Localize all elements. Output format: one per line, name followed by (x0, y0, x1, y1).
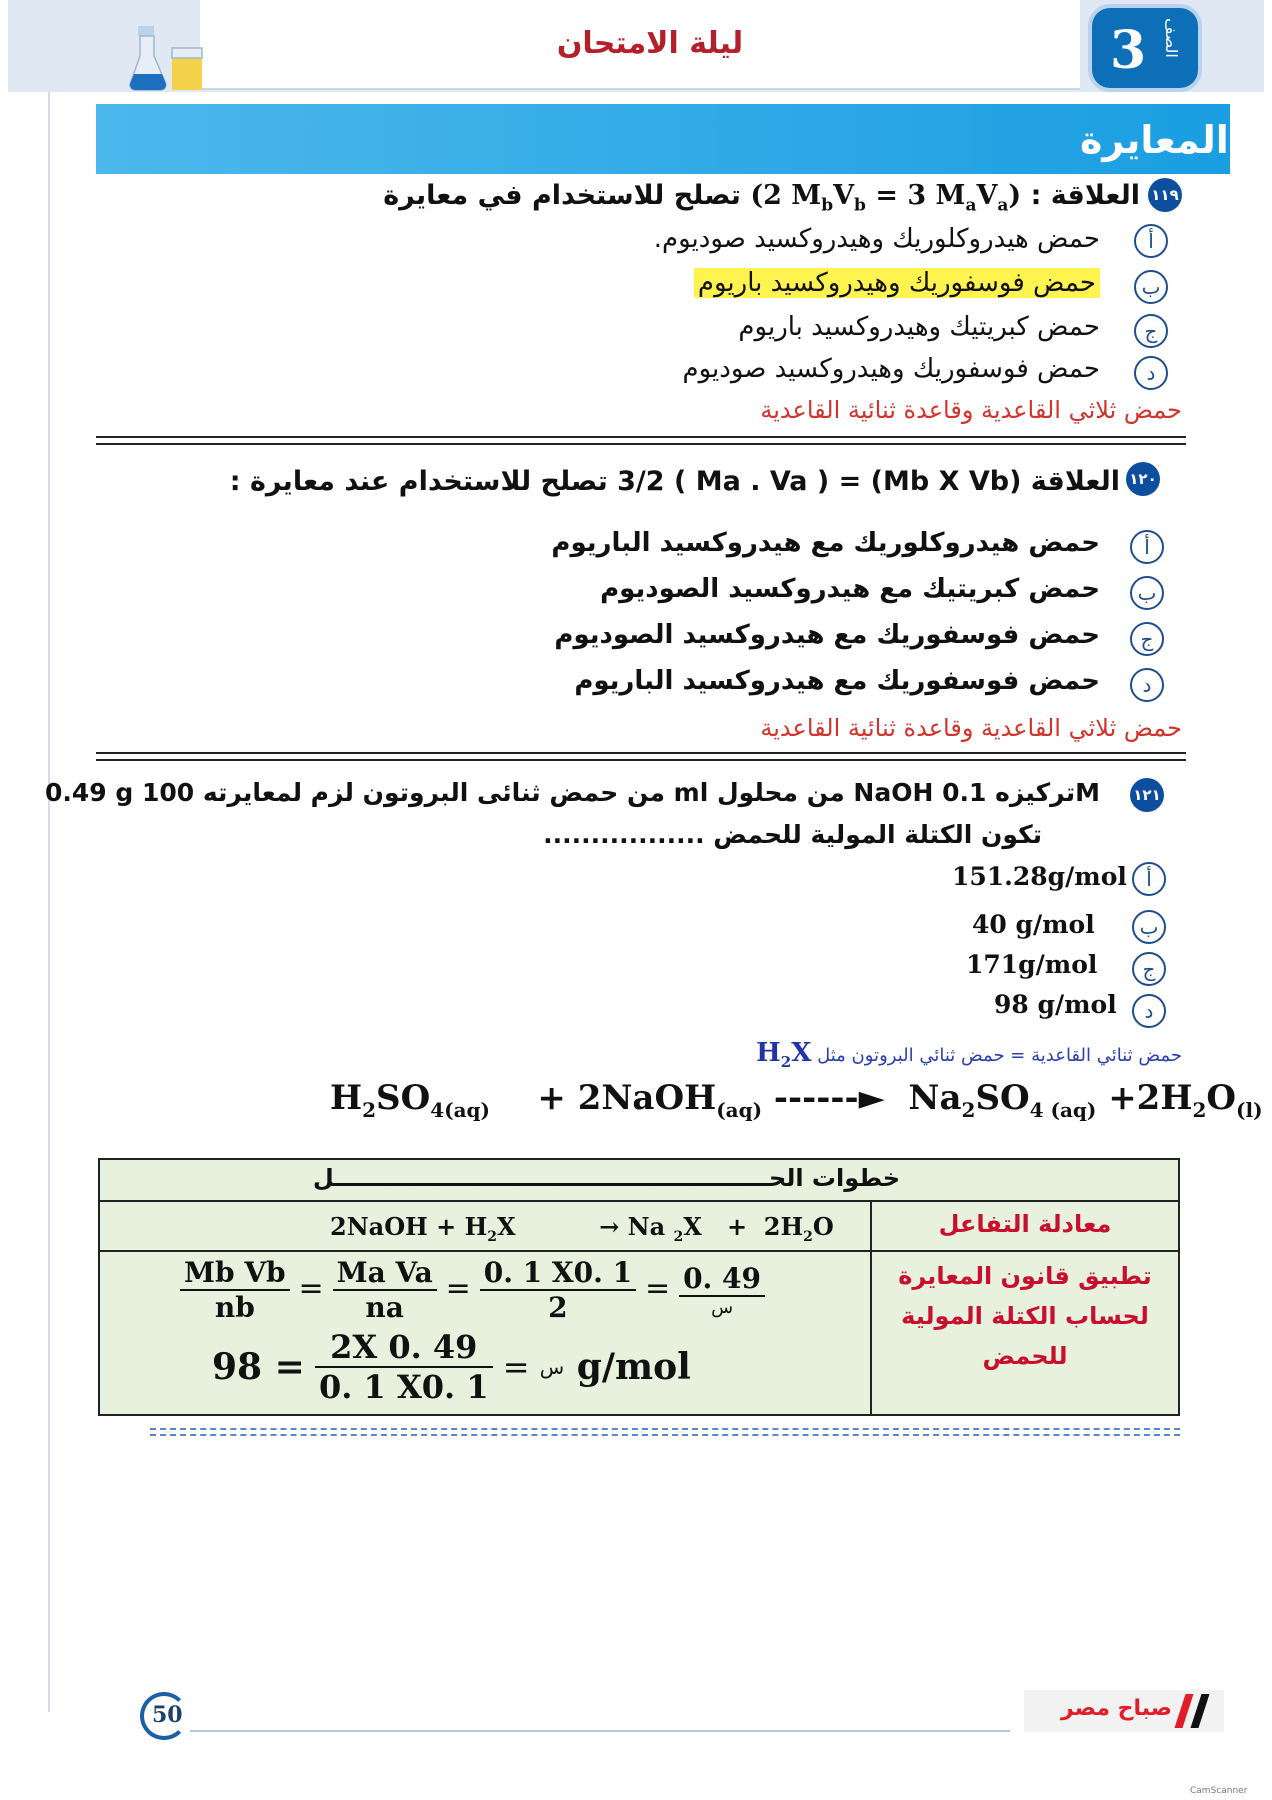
divider (96, 436, 1186, 445)
equals-sign: = (445, 1271, 471, 1306)
fraction-denominator: س (711, 1297, 734, 1318)
fraction-denominator: 2 (548, 1291, 568, 1324)
fraction-mass (679, 1262, 765, 1318)
header-rule (200, 88, 1080, 90)
section-title: المعايرة (1080, 118, 1229, 162)
page-margin-line (48, 92, 50, 1712)
logo-text: صباح مصر (1061, 1696, 1172, 1721)
label-reaction-equation: معادلة التفاعل (938, 1210, 1112, 1238)
option-letter-c[interactable]: ج (1132, 952, 1166, 986)
option-letter-c[interactable]: ج (1134, 314, 1168, 348)
fraction-acid (333, 1256, 437, 1324)
titration-formula (180, 1256, 765, 1324)
fraction-numerator: 2X 0. 49 (315, 1328, 493, 1368)
fraction-denominator: 0. 1 X0. 1 (318, 1368, 489, 1406)
table-rule (100, 1250, 1178, 1252)
option-120-a[interactable]: حمض هيدروكلوريك مع هيدروكسيد الباريوم (551, 528, 1100, 558)
fraction-numerator: Ma Va (333, 1256, 437, 1291)
fraction-numerator: 0. 49 (679, 1262, 765, 1297)
equals-sign: = (502, 1348, 530, 1386)
equals-sign: = (645, 1271, 671, 1306)
fraction-result (315, 1328, 493, 1406)
option-letter-d[interactable]: د (1132, 994, 1166, 1028)
logo-stripes-icon (1176, 1694, 1216, 1728)
question-121-line2: تكون الكتلة المولية للحمض ................. (543, 820, 1042, 849)
question-number-119: ١١٩ (1148, 178, 1182, 212)
option-119-b[interactable] (694, 268, 1100, 298)
fraction-numerator: 0. 1 X0. 1 (480, 1256, 636, 1291)
fraction-base (180, 1256, 290, 1324)
reaction-equation: $H_2SO_{4(aq)}$ + 2NaOH$_{(aq)}$ ------► $Na_2SO_{4 (aq)} +2H_2O_{(l)}$ (330, 1078, 1263, 1122)
question-number-121: ١٢١ (1130, 778, 1164, 812)
grade-number: 3 (1110, 20, 1147, 81)
option-letter-b[interactable]: ب (1130, 576, 1164, 610)
divider (96, 752, 1186, 761)
option-120-b[interactable]: حمض كبريتيك مع هيدروكسيد الصوديوم (600, 574, 1100, 604)
table-rule (100, 1200, 1178, 1202)
label-line: لحساب الكتلة المولية (901, 1302, 1149, 1330)
option-letter-a[interactable]: أ (1130, 530, 1164, 564)
page-number: 50 (152, 1702, 183, 1728)
highlighted-answer: حمض فوسفوريك وهيدروكسيد باريوم (694, 268, 1100, 298)
option-121-d[interactable]: 98 g/mol (994, 990, 1117, 1019)
final-result: = 98 g/mol (212, 1346, 691, 1388)
option-119-d[interactable]: حمض فوسفوريك وهيدروكسيد صوديوم (682, 354, 1100, 384)
fraction-concentration (480, 1256, 636, 1324)
option-letter-d[interactable]: د (1134, 356, 1168, 390)
divider-dashed (150, 1434, 1180, 1436)
option-letter-a[interactable]: أ (1134, 224, 1168, 258)
question-119-formula: (2 $M_bV_b = 3$ $M_aV_a$) (750, 180, 1022, 216)
question-120-text: العلاقة (Mb X Vb) = ( Ma . Va ) 3/2 تصلح للاستخدام عند معايرة : (229, 466, 1120, 497)
flask-icon (128, 22, 208, 94)
scanner-watermark: CamScanner (1190, 1786, 1248, 1796)
divider-dashed (150, 1428, 1180, 1430)
option-121-a[interactable]: 151.28g/mol (952, 862, 1127, 891)
option-letter-b[interactable]: ب (1132, 910, 1166, 944)
solution-table (98, 1158, 1180, 1416)
question-119-text (383, 180, 1140, 215)
label-line: تطبيق قانون المعايرة (898, 1262, 1152, 1290)
question-119-prefix: العلاقة : (1021, 180, 1140, 211)
acid-note (756, 1038, 1182, 1071)
label-titration-law (872, 1256, 1178, 1376)
option-121-c[interactable]: 171g/mol (966, 950, 1098, 979)
question-number-120: ١٢٠ (1126, 462, 1160, 496)
footer-rule (190, 1730, 1010, 1732)
publisher-logo (1024, 1690, 1224, 1732)
option-119-c[interactable]: حمض كبريتيك وهيدروكسيد باريوم (738, 312, 1100, 342)
acid-note-formula: $H_2X$ (756, 1038, 812, 1072)
fraction-denominator: nb (214, 1291, 255, 1324)
label-line: للحمض (982, 1342, 1068, 1370)
result-symbol: س (539, 1355, 565, 1379)
solution-header: خطوات الحـــــــــــــــــــــــــــــــــــــــــــــــــــــل (312, 1164, 900, 1192)
option-letter-a[interactable]: أ (1132, 862, 1166, 896)
option-121-b[interactable]: 40 g/mol (972, 910, 1095, 939)
option-120-d[interactable]: حمض فوسفوريك مع هيدروكسيد الباريوم (574, 666, 1100, 696)
acid-note-text: حمض ثنائي القاعدية = حمض ثنائي البروتون مثل (817, 1045, 1182, 1066)
question-121-line1: 0.49 g من حمض ثنائى البروتون لزم لمعايرته 100 ml من محلول NaOH تركيزه 0.1M (44, 778, 1100, 807)
table-equation: 2NaOH + $H_2X$ → Na $_2X + 2H_2O$ (330, 1212, 834, 1245)
fraction-denominator: na (365, 1291, 404, 1324)
option-119-a[interactable]: حمض هيدروكلوريك وهيدروكسيد صوديوم. (653, 224, 1100, 254)
option-letter-c[interactable]: ج (1130, 622, 1164, 656)
option-letter-d[interactable]: د (1130, 668, 1164, 702)
equals-sign: = (298, 1271, 324, 1306)
option-letter-b[interactable]: ب (1134, 270, 1168, 304)
header-title: ليلة الامتحان (556, 26, 744, 61)
grade-word: الصف (1162, 18, 1181, 58)
result-formula (212, 1328, 691, 1406)
option-120-c[interactable]: حمض فوسفوريك مع هيدروكسيد الصوديوم (554, 620, 1100, 650)
answer-note-119: حمض ثلاثي القاعدية وقاعدة ثنائية القاعدية (760, 396, 1182, 424)
section-banner (96, 104, 1230, 174)
answer-note-120: حمض ثلاثي القاعدية وقاعدة ثنائية القاعدية (760, 714, 1182, 742)
fraction-numerator: Mb Vb (180, 1256, 290, 1291)
question-119-suffix: تصلح للاستخدام في معايرة (383, 180, 751, 211)
